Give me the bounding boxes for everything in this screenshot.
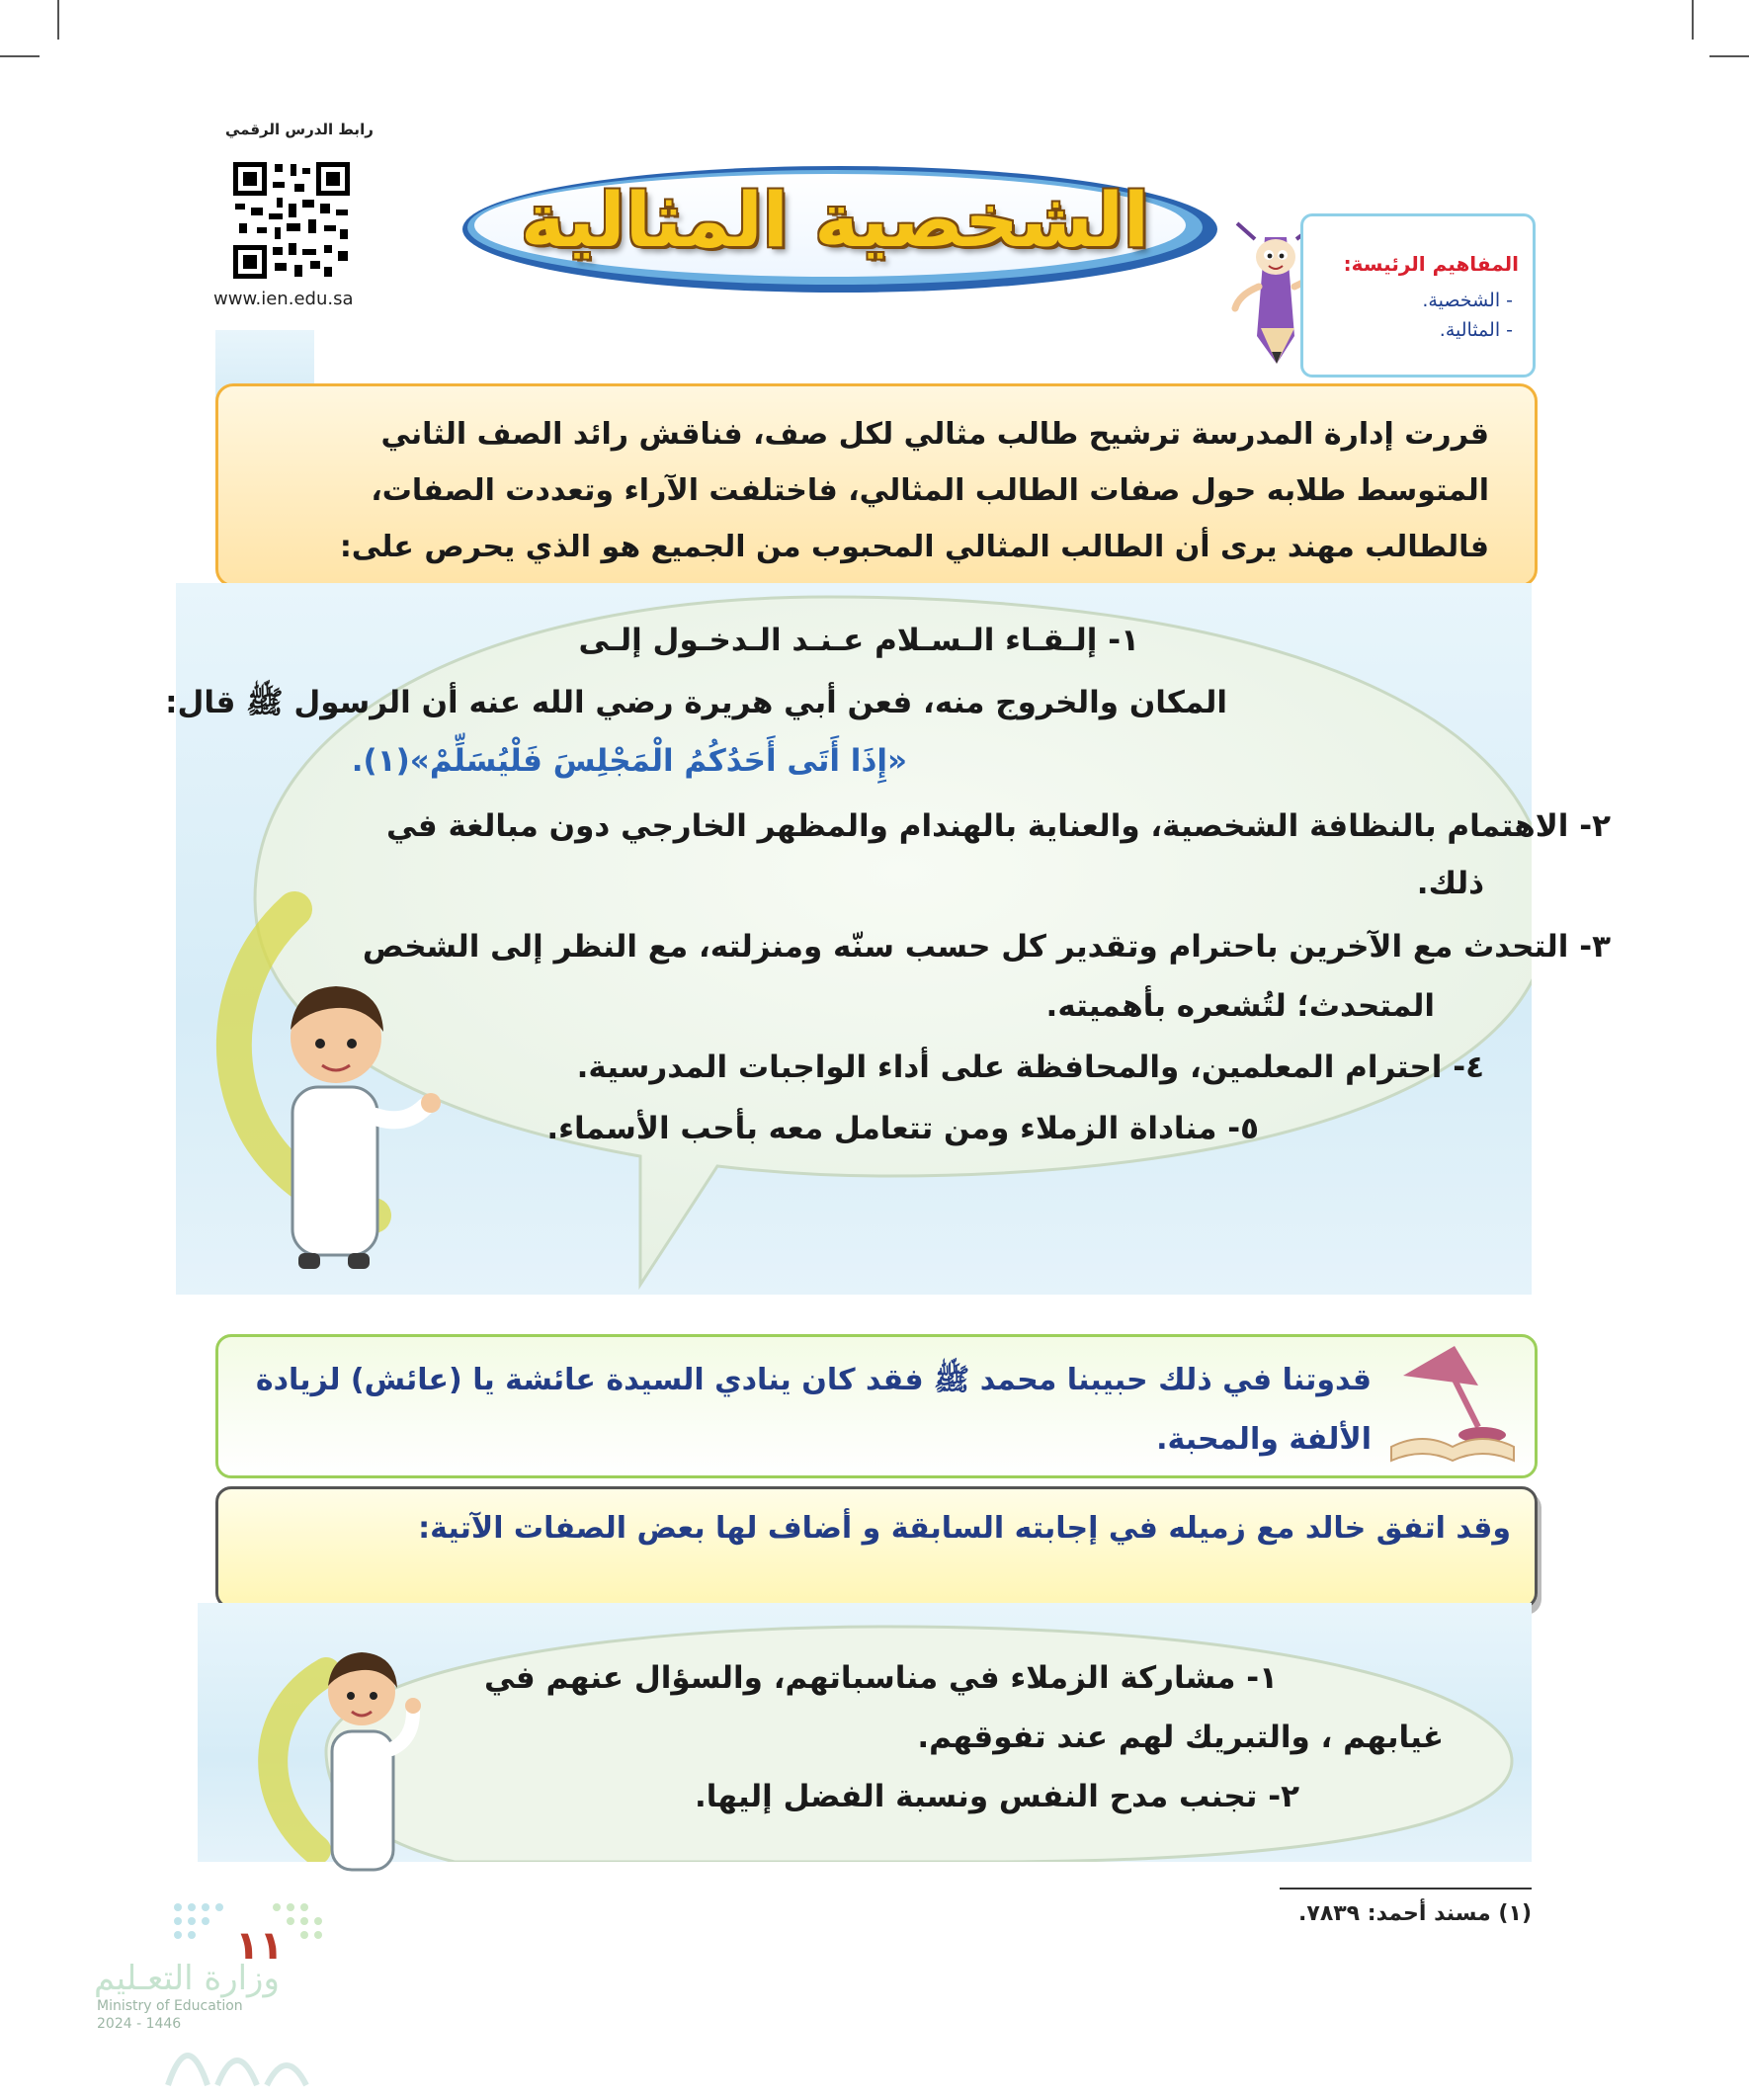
role-model-note	[215, 1334, 1538, 1478]
ministry-name-ar: وزارة التعـليم	[94, 1959, 280, 1998]
website-link[interactable]: www.ien.edu.sa	[213, 289, 354, 309]
ministry-logo-icon	[148, 2016, 316, 2095]
crop-mark	[1709, 55, 1749, 57]
addition-box	[215, 1486, 1538, 1609]
trait-5: ٥- مناداة الزملاء ومن تتعامل معه بأحب الأسماء.	[546, 1111, 1259, 1146]
edition-year: 2024 - 1446	[97, 2016, 182, 2032]
key-concepts-box	[1300, 213, 1536, 378]
lesson-title: الشخصية المثالية	[521, 176, 1149, 264]
extra-trait-1-line-1: ١- مشاركة الزملاء في مناسباتهم، والسؤال عنهم في	[484, 1660, 1278, 1696]
trait-3-line-1: ٣- التحدث مع الآخرين باحترام وتقدير كل حسب سنّه ومنزلته، مع النظر إلى الشخص	[362, 929, 1611, 965]
crop-mark	[57, 0, 59, 40]
student-boy-illustration-2	[296, 1640, 435, 1878]
trait-1-line-1: ١- إلـقـاء الـسـلام عـنـد الـدخـول إلـى	[578, 623, 1139, 658]
key-concepts-title: المفاهيم الرئيسة:	[1343, 252, 1519, 276]
extra-trait-2: ٢- تجنب مدح النفس ونسبة الفضل إليها.	[695, 1779, 1299, 1814]
trait-4: ٤- احترام المعلمين، والمحافظة على أداء الواجبات المدرسية.	[576, 1050, 1484, 1085]
trait-2-line-1: ٢- الاهتمام بالنظافة الشخصية، والعناية بالهندام والمظهر الخارجي دون مبالغة في	[385, 808, 1611, 844]
trait-1-line-2: المكان والخروج منه، فعن أبي هريرة رضي الله عنه أن الرسول ﷺ قال:	[165, 685, 1227, 720]
ministry-name-en: Ministry of Education	[97, 1998, 243, 2014]
concept-item: - الشخصية.	[1422, 290, 1513, 311]
lamp-book-icon	[1383, 1336, 1522, 1470]
intro-text: قررت إدارة المدرسة ترشيح طالب مثالي لكل صف، فناقش رائد الصف الثاني المتوسط طلابه حول صفات الطالب المثالي، فاختلفت الآراء وتعددت الصفات، فالطالب مهند يرى أن الطالب المثالي المحبوب من الجميع هو الذي يحرص على:	[339, 417, 1489, 564]
hadith-quote: «إِذَا أَتَى أَحَدُكُمُ الْمَجْلِسَ فَلْيُسَلِّمْ»(١).	[351, 743, 907, 779]
footnote-divider	[1280, 1888, 1532, 1890]
qr-label: رابط الدرس الرقمي	[225, 121, 374, 138]
crop-mark	[0, 55, 40, 57]
addition-text: وقد اتفق خالد مع زميله في إجابته السابقة و أضاف لها بعض الصفات الآتية:	[418, 1511, 1511, 1546]
page-number: ١١	[235, 1923, 284, 1969]
trait-2-line-2: ذلك.	[1416, 866, 1484, 901]
footnote: (١) مسند أحمد: ٧٨٣٩.	[1298, 1901, 1532, 1926]
role-model-text: قدوتنا في ذلك حبيبنا محمد ﷺ فقد كان ينادي السيدة عائشة يا (عائش) لزيادة الألفة والمحبة.	[255, 1363, 1372, 1457]
crop-mark	[1692, 0, 1694, 40]
qr-code[interactable]	[229, 158, 354, 283]
extra-trait-1-line-2: غيابهم ، والتبريك لهم عند تفوقهم.	[917, 1720, 1444, 1755]
concept-item: - المثالية.	[1439, 319, 1513, 341]
trait-3-line-2: المتحدث؛ لتُشعره بأهميته.	[1045, 988, 1435, 1024]
student-boy-illustration-1	[237, 968, 455, 1285]
intro-box	[215, 383, 1538, 587]
